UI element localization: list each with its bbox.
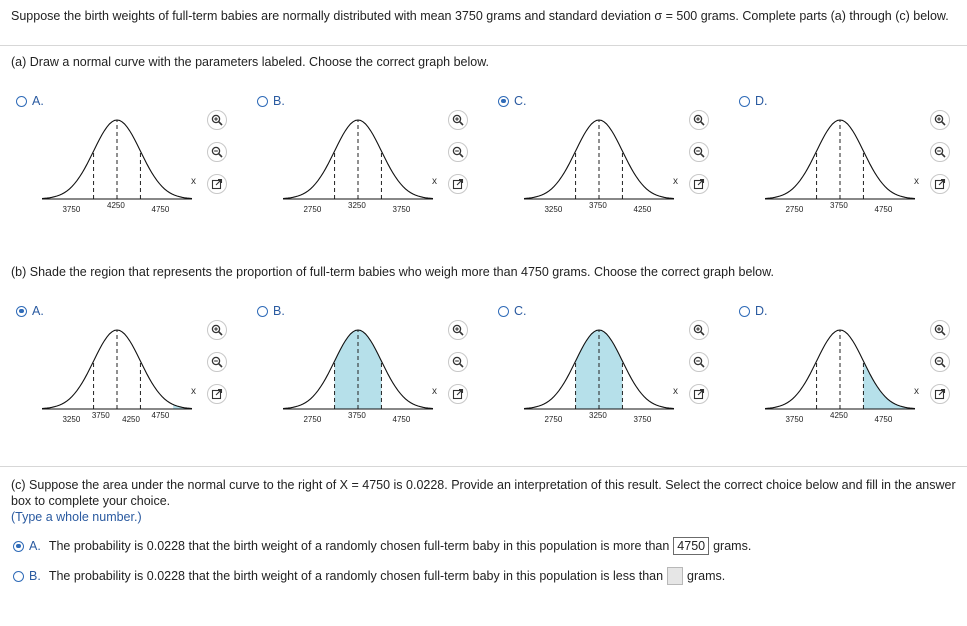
zoom-out-icon[interactable]: [689, 142, 709, 162]
zoom-in-icon[interactable]: [207, 320, 227, 340]
choice-label: B.: [273, 94, 285, 108]
choice-option[interactable]: [739, 304, 768, 318]
radio-button[interactable]: [498, 96, 509, 107]
shaded-region: [335, 330, 382, 409]
curve-line: [283, 120, 433, 199]
curve-line: [524, 120, 674, 199]
choice-label: B.: [273, 304, 285, 318]
zoom-out-icon[interactable]: [207, 142, 227, 162]
tick-label: 3250: [544, 205, 563, 214]
choice-option[interactable]: [16, 94, 44, 108]
expand-icon[interactable]: [448, 384, 468, 404]
curve-line: [42, 330, 192, 409]
choice-label: D.: [755, 94, 768, 108]
radio-button[interactable]: [739, 96, 750, 107]
choice-label: C.: [514, 94, 527, 108]
part-c-hint: (Type a whole number.): [11, 510, 142, 524]
x-axis-label: x: [191, 176, 196, 187]
normal-curve: [283, 114, 443, 203]
choice-option[interactable]: [257, 94, 285, 108]
normal-curve: [765, 114, 925, 203]
tick-label: 3750: [785, 415, 804, 424]
tick-label: 3750: [62, 205, 81, 214]
normal-curve: [42, 324, 202, 413]
tick-label: 3750: [392, 205, 411, 214]
tick-label: 4750: [151, 411, 170, 420]
zoom-in-icon[interactable]: [448, 110, 468, 130]
answer-box-empty[interactable]: [667, 567, 683, 585]
x-axis-label: x: [191, 386, 196, 397]
x-axis-label: x: [432, 386, 437, 397]
divider: [0, 45, 967, 46]
tick-label: 3750: [348, 411, 366, 420]
curve-line: [765, 330, 915, 409]
x-axis-label: x: [914, 176, 919, 187]
radio-button[interactable]: [257, 96, 268, 107]
expand-icon[interactable]: [207, 174, 227, 194]
part-c-choice-b[interactable]: [13, 567, 725, 585]
zoom-in-icon[interactable]: [689, 320, 709, 340]
choice-label: A.: [29, 539, 41, 553]
expand-icon[interactable]: [689, 384, 709, 404]
normal-curve: [524, 324, 684, 413]
part-a-prompt: (a) Draw a normal curve with the parameters labeled. Choose the correct graph below.: [11, 55, 490, 69]
choice-text: The probability is 0.0228 that the birth weight of a randomly chosen full-term baby in this population is less than: [48, 569, 664, 583]
radio-button[interactable]: [16, 306, 27, 317]
normal-curve: [283, 324, 443, 413]
radio-button[interactable]: [13, 571, 24, 582]
tick-label: 2750: [544, 415, 563, 424]
zoom-out-icon[interactable]: [930, 142, 950, 162]
tick-label: 4250: [830, 411, 848, 420]
tick-label: 4750: [874, 415, 893, 424]
normal-curve: [42, 114, 202, 203]
part-b-prompt: (b) Shade the region that represents the proportion of full-term babies who weigh more than 4750 grams. Choose the correct graph below.: [11, 265, 774, 279]
tick-label: 2750: [785, 205, 804, 214]
choice-option[interactable]: [498, 304, 527, 318]
expand-icon[interactable]: [689, 174, 709, 194]
graph-choice[interactable]: [735, 304, 965, 444]
choice-option[interactable]: [739, 94, 768, 108]
expand-icon[interactable]: [207, 384, 227, 404]
graph-choice[interactable]: [12, 94, 242, 234]
expand-icon[interactable]: [448, 174, 468, 194]
x-axis-label: x: [432, 176, 437, 187]
graph-choice[interactable]: [494, 304, 724, 444]
normal-curve: [765, 324, 925, 413]
x-axis-label: x: [673, 386, 678, 397]
tick-label: 4750: [392, 415, 411, 424]
tick-label: 4250: [633, 205, 652, 214]
zoom-out-icon[interactable]: [207, 352, 227, 372]
graph-choice[interactable]: [735, 94, 965, 234]
shaded-region: [576, 330, 623, 409]
zoom-in-icon[interactable]: [930, 110, 950, 130]
x-axis-label: x: [914, 386, 919, 397]
tick-label: 4250: [107, 201, 125, 210]
shaded-region: [863, 361, 915, 409]
choice-unit: grams.: [687, 569, 726, 583]
radio-button[interactable]: [13, 541, 24, 552]
part-c-choice-a[interactable]: [13, 537, 751, 555]
zoom-in-icon[interactable]: [930, 320, 950, 340]
graph-choice[interactable]: [12, 304, 242, 444]
x-axis-label: x: [673, 176, 678, 187]
graph-choice[interactable]: [494, 94, 724, 234]
zoom-in-icon[interactable]: [448, 320, 468, 340]
curve-line: [42, 120, 192, 199]
tick-label: 3750: [589, 201, 607, 210]
zoom-out-icon[interactable]: [689, 352, 709, 372]
choice-label: D.: [755, 304, 768, 318]
graph-choice[interactable]: [253, 94, 483, 234]
zoom-out-icon[interactable]: [448, 352, 468, 372]
choice-label: B.: [29, 569, 41, 583]
expand-icon[interactable]: [930, 174, 950, 194]
choice-option[interactable]: [257, 304, 285, 318]
normal-curve: [524, 114, 684, 203]
part-c-prompt: (c) Suppose the area under the normal curve to the right of X = 4750 is 0.0228. Provide an interpretation of this result. Select the correct choice below and fill in the answer box to complete your choice.: [11, 478, 956, 508]
tick-label: 3250: [348, 201, 366, 210]
zoom-out-icon[interactable]: [448, 142, 468, 162]
answer-box[interactable]: 4750: [673, 537, 709, 555]
tick-label: 2750: [303, 415, 322, 424]
radio-button[interactable]: [498, 306, 509, 317]
tick-label: 3750: [633, 415, 652, 424]
tick-label: 3750: [91, 411, 110, 420]
curve-line: [765, 120, 915, 199]
choice-option[interactable]: [498, 94, 527, 108]
choice-unit: grams.: [713, 539, 752, 553]
divider: [0, 466, 967, 467]
tick-label: 4750: [151, 205, 170, 214]
radio-button[interactable]: [257, 306, 268, 317]
tick-label: 3250: [589, 411, 607, 420]
radio-button[interactable]: [16, 96, 27, 107]
choice-label: A.: [32, 304, 44, 318]
choice-option[interactable]: [16, 304, 44, 318]
choice-label: C.: [514, 304, 527, 318]
tick-label: 3750: [830, 201, 848, 210]
part-c-block: [11, 477, 956, 525]
zoom-out-icon[interactable]: [930, 352, 950, 372]
graph-choice[interactable]: [253, 304, 483, 444]
zoom-in-icon[interactable]: [207, 110, 227, 130]
tick-label: 4250: [122, 415, 140, 424]
tick-label: 2750: [303, 205, 322, 214]
tick-label: 4750: [874, 205, 893, 214]
question-intro: Suppose the birth weights of full-term babies are normally distributed with mean 3750 grams and standard deviation σ = 500 grams. Complete parts (a) through (c) below.: [11, 9, 949, 23]
zoom-in-icon[interactable]: [689, 110, 709, 130]
radio-button[interactable]: [739, 306, 750, 317]
choice-text: The probability is 0.0228 that the birth weight of a randomly chosen full-term baby in this population is more than: [48, 539, 670, 553]
expand-icon[interactable]: [930, 384, 950, 404]
choice-label: A.: [32, 94, 44, 108]
tick-label: 3250: [62, 415, 81, 424]
